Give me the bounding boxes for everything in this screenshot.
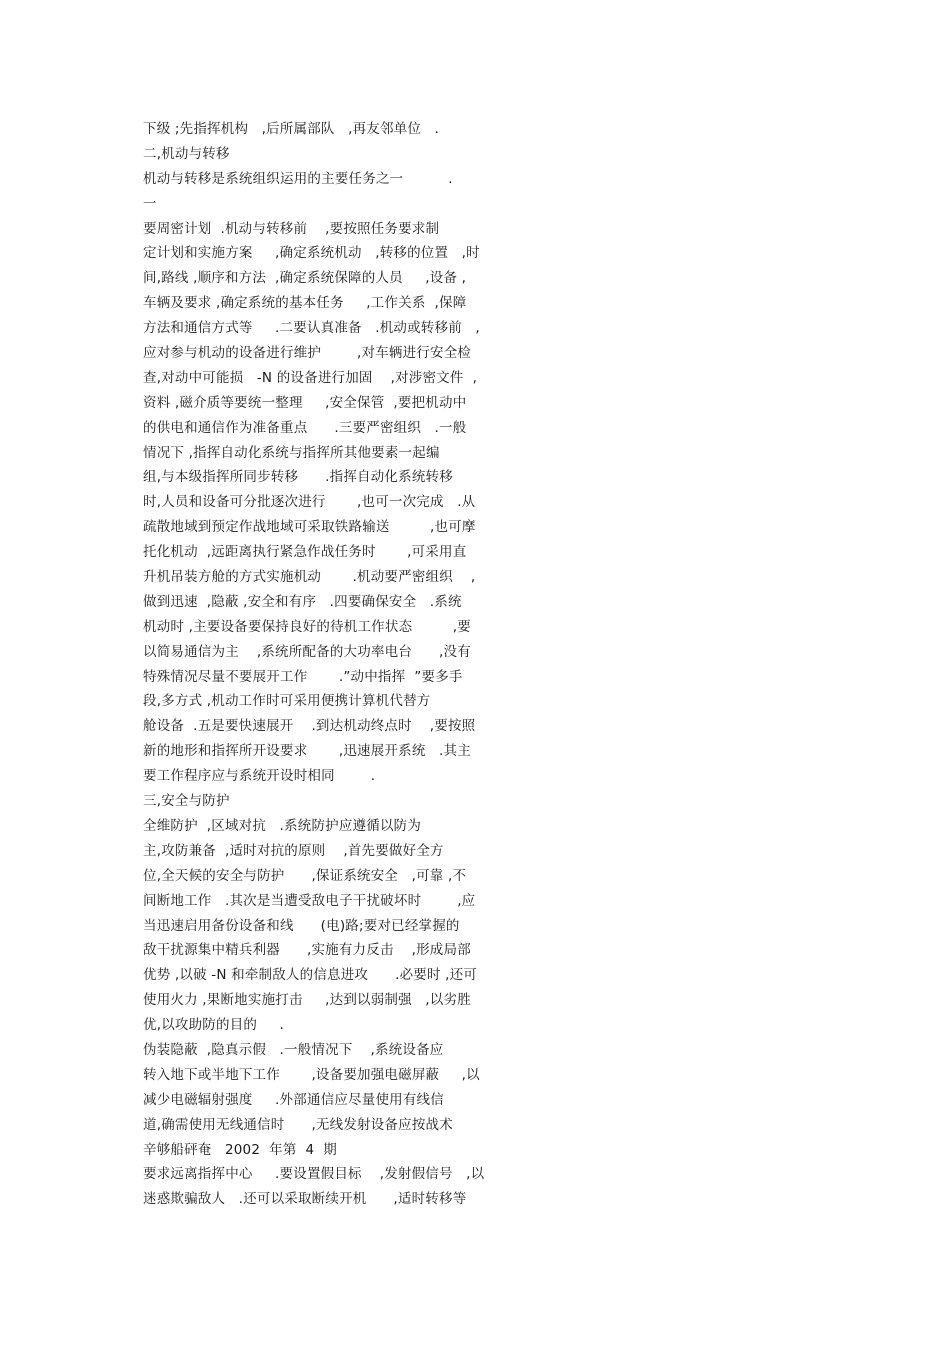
text-line: 车辆及要求 ,确定系统的基本任务 ,工作关系 ,保障 [143,295,467,312]
text-line: 疏散地域到预定作战地域可采取铁路输送 ,也可摩 [143,519,476,536]
text-line: 特殊情况尽量不要展开工作 .”动中指挥 ”要多手 [143,668,463,685]
text-line: 全维防护 ,区域对抗 .系统防护应遵循以防为 [143,817,422,834]
text-line: 间断地工作 .其次是当遭受敌电子干扰破坏时 ,应 [143,892,476,909]
text-line: 辛够船砰奄 2002 年第 4 期 [143,1141,337,1158]
text-line: 伪装隐蔽 ,隐真示假 .一般情况下 ,系统设备应 [143,1041,444,1058]
text-line: 间,路线 ,顺序和方法 ,确定系统保障的人员 ,设备 , [143,270,467,287]
text-line: 应对参与机动的设备进行维护 ,对车辆进行安全检 [143,345,472,362]
text-line: 做到迅速 ,隐蔽 ,安全和有序 .四要确保安全 .系统 [143,593,462,610]
text-line: 当迅速启用备份设备和线 (电)路;要对已经掌握的 [143,917,460,934]
text-line: 的供电和通信作为准备重点 .三要严密组织 .一般 [143,419,467,436]
text-line: 机动与转移是系统组织运用的主要任务之一 . [143,170,453,187]
text-line: 敌干扰源集中精兵利器 ,实施有力反击 ,形成局部 [143,942,471,959]
text-line: 组,与本级指挥所同步转移 .指挥自动化系统转移 [143,469,453,486]
text-line: 要周密计划 .机动与转移前 ,要按照任务要求制 [143,220,440,237]
text-line: 升机吊装方舱的方式实施机动 .机动要严密组织 , [143,569,476,586]
text-line: 三,安全与防护 [143,793,230,810]
text-line: 情况下 ,指挥自动化系统与指挥所其他要素一起编 [143,444,440,461]
text-line: 位,全天候的安全与防护 ,保证系统安全 ,可靠 ,不 [143,867,467,884]
text-line: 新的地形和指挥所开设要求 ,迅速展开系统 .其主 [143,743,471,760]
text-line: 要工作程序应与系统开设时相同 . [143,768,376,785]
text-line: 使用火力 ,果断地实施打击 ,达到以弱制强 ,以劣胜 [143,992,471,1009]
text-line: 时,人员和设备可分批逐次进行 ,也可一次完成 .从 [143,494,476,511]
text-line: 道,确需使用无线通信时 ,无线发射设备应按战术 [143,1116,453,1133]
text-line: 托化机动 ,远距离执行紧急作战任务时 ,可采用直 [143,544,467,561]
text-line: 段,多方式 ,机动工作时可采用便携计算机代替方 [143,693,431,710]
body-text [143,117,523,1212]
text-line: 主,攻防兼备 ,适时对抗的原则 ,首先要做好全方 [143,842,444,859]
text-line: 定计划和实施方案 ,确定系统机动 ,转移的位置 ,时 [143,245,480,262]
text-line: 要求远离指挥中心 .要设置假目标 ,发射假信号 ,以 [143,1166,485,1183]
text-line: 机动时 ,主要设备要保持良好的待机工作状态 ,要 [143,618,471,635]
text-line: 以简易通信为主 ,系统所配备的大功率电台 ,没有 [143,643,471,660]
text-line: 一 [143,195,157,212]
text-line: 查,对动中可能损 -N 的设备进行加固 ,对涉密文件 , [143,369,478,386]
text-line: 迷惑欺骗敌人 .还可以采取断续开机 ,适时转移等 [143,1191,467,1208]
text-line: 方法和通信方式等 .二要认真准备 .机动或转移前 , [143,320,480,337]
text-line: 下级 ;先指挥机构 ,后所属部队 ,再友邻单位 . [143,121,440,137]
text-line: 减少电磁辐射强度 .外部通信应尽量使用有线信 [143,1091,444,1108]
text-line: 资料 ,磁介质等要统一整理 ,安全保管 ,要把机动中 [143,394,467,411]
text-line: 优势 ,以破 -N 和牵制敌人的信息进攻 .必要时 ,还可 [143,967,478,984]
text-line: 二,机动与转移 [143,145,230,162]
text-line: 优,以攻助防的目的 . [143,1017,285,1034]
text-line: 舱设备 .五是要快速展开 .到达机动终点时 ,要按照 [143,718,476,735]
text-line: 转入地下或半地下工作 ,设备要加强电磁屏蔽 ,以 [143,1066,480,1083]
